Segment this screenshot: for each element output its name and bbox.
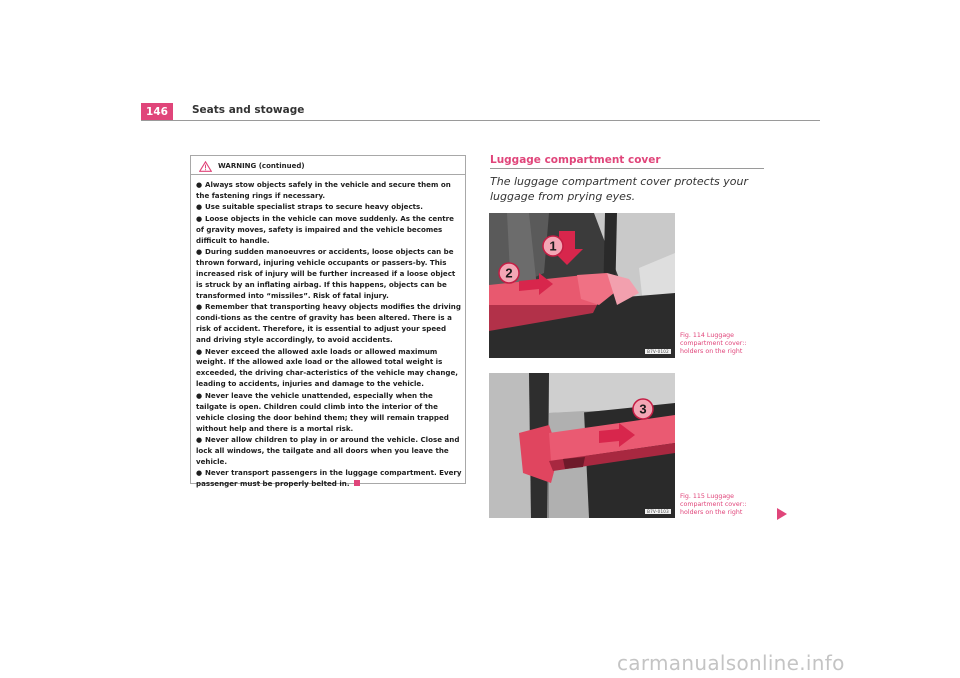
section-intro: The luggage compartment cover protects your luggage from prying eyes. bbox=[490, 175, 748, 203]
warning-item: ● Loose objects in the vehicle can move suddenly. As the centre of gravity moves, safety is impaired and the vehicle becomes difficult to handle. bbox=[196, 213, 454, 245]
warning-box bbox=[190, 155, 466, 489]
warning-list bbox=[196, 180, 462, 491]
section-end-mark bbox=[354, 480, 360, 486]
warning-rule bbox=[191, 174, 465, 175]
next-page-arrow-icon[interactable] bbox=[777, 508, 787, 520]
figure-115-illustration bbox=[489, 373, 675, 518]
warning-item: ● Never transport passengers in the luggage compartment. Every passenger must be properly belted in. bbox=[196, 468, 462, 489]
callout-1-label: 1 bbox=[549, 238, 557, 254]
header-rule bbox=[141, 120, 820, 121]
figure-115-caption: Fig. 115 Luggage compartment cover:: holders on the right bbox=[680, 493, 747, 516]
figure-115-image bbox=[489, 373, 675, 518]
warning-heading-text: WARNING (continued) bbox=[218, 162, 305, 170]
watermark: carmanualsonline.info bbox=[617, 651, 845, 675]
page-header-title: Seats and stowage bbox=[192, 104, 305, 116]
warning-heading bbox=[199, 159, 305, 173]
figure-114-caption: Fig. 114 Luggage compartment cover:: holders on the right bbox=[680, 332, 747, 355]
section-title: Luggage compartment cover bbox=[490, 154, 661, 166]
warning-item: ● Use suitable specialist straps to secure heavy objects. bbox=[196, 202, 423, 212]
section-rule bbox=[490, 168, 764, 169]
warning-item: ● Always stow objects safely in the vehicle and secure them on the fastening rings if necessary. bbox=[196, 180, 451, 200]
page-number: 146 bbox=[141, 103, 173, 121]
warning-item: ● Never exceed the allowed axle loads or allowed maximum weight. If the allowed axle load or the allowed total weight is exceeded, the driving char-acteristics of the vehicle may change, leading to accidents, injuries and damage to the vehicle. bbox=[196, 346, 458, 389]
figure-code: B7V-0102 bbox=[647, 349, 669, 354]
warning-item: ● Remember that transporting heavy objects modifies the driving condi-tions as the centre of gravity has been altered. There is a risk of accident. Therefore, it is essential to adjust your speed and driving style accordingly, to avoid accidents. bbox=[196, 302, 461, 345]
warning-item: ● During sudden manoeuvres or accidents, loose objects can be thrown forward, injuring vehicle occupants or passers-by. This increased risk of injury will be further increased if a loose object is struck by an inflating airbag. If this happens, objects can be transformed into “missiles”. Risk of fatal injury. bbox=[196, 247, 456, 300]
figure-code: B7V-0103 bbox=[647, 509, 669, 514]
warning-item: ● Never allow children to play in or around the vehicle. Close and lock all windows, the tailgate and all doors when you leave the vehicle. bbox=[196, 435, 460, 466]
figure-114-image bbox=[489, 213, 675, 358]
figure-114-illustration bbox=[489, 213, 675, 358]
callout-3-label: 3 bbox=[639, 401, 647, 417]
callout-2-label: 2 bbox=[505, 265, 513, 281]
warning-triangle-icon bbox=[199, 161, 212, 172]
warning-item: ● Never leave the vehicle unattended, especially when the tailgate is open. Children could climb into the interior of the vehicle closing the door behind them; they will remain trapped without help and there is a mortal risk. bbox=[196, 390, 449, 433]
